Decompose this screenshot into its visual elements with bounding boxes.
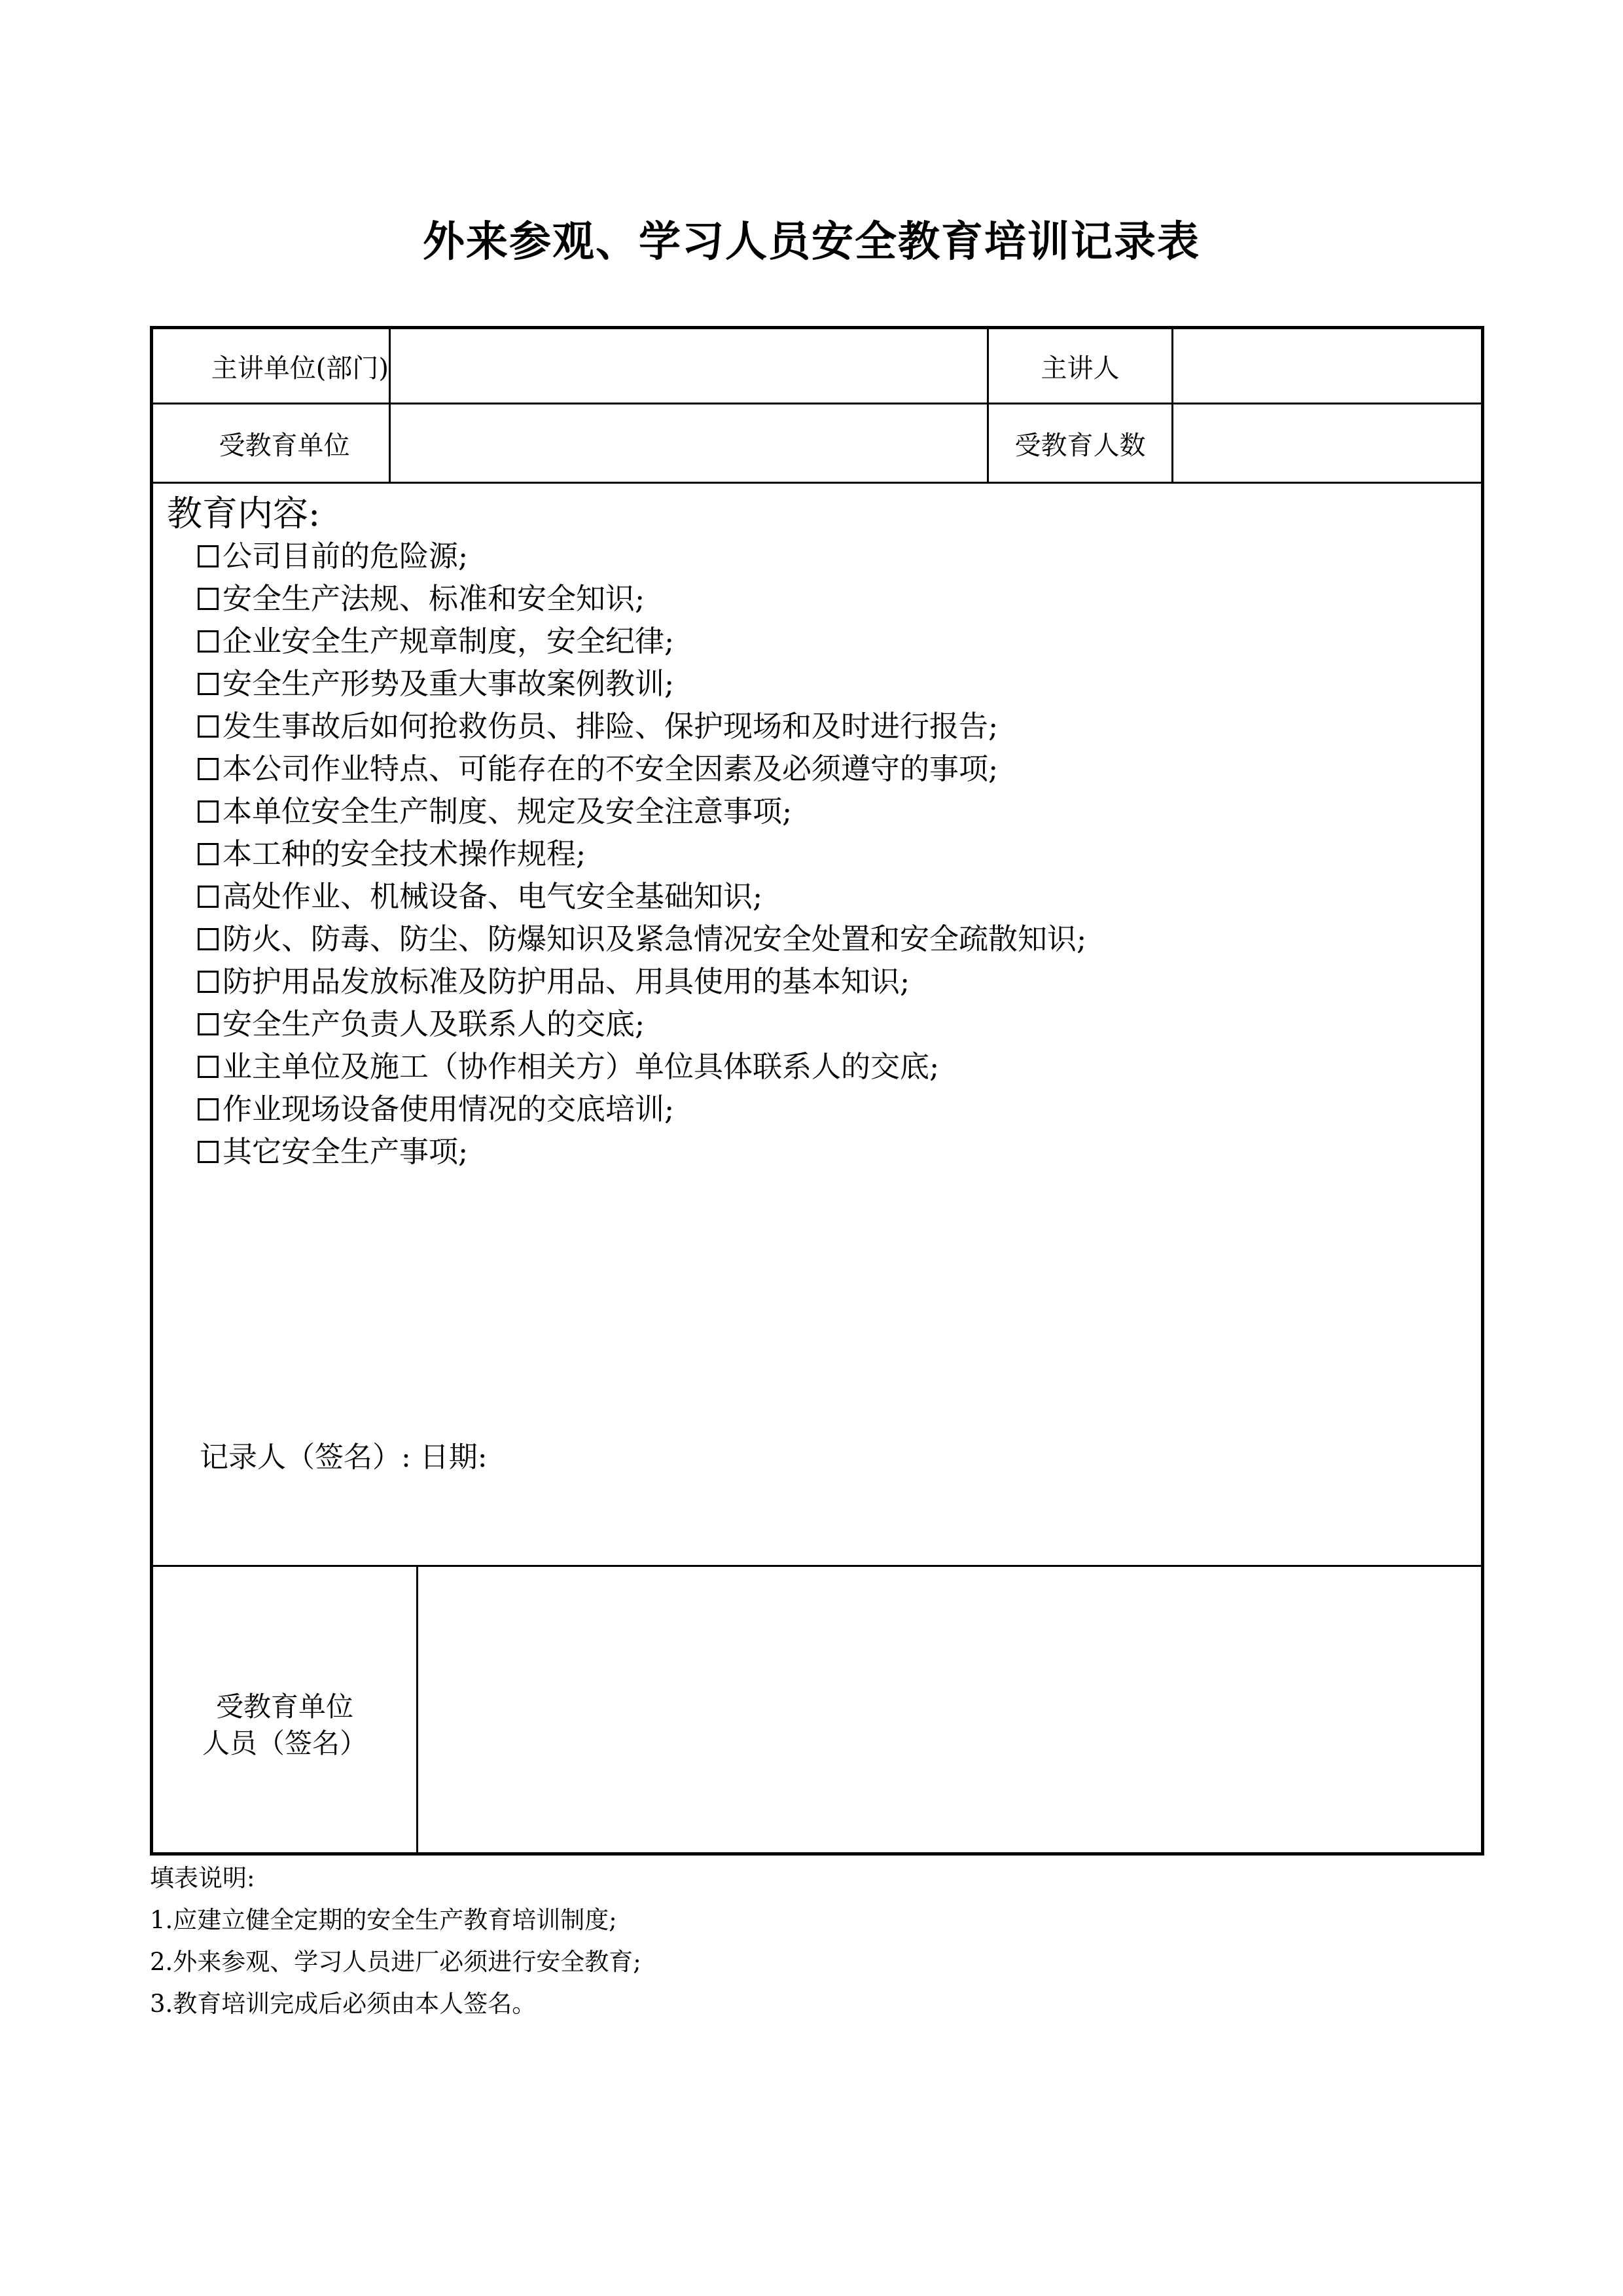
trainee-signature-field[interactable] <box>418 1567 1481 1852</box>
checklist-item <box>198 1088 1086 1130</box>
notes-heading: 填表说明: <box>150 1864 255 1892</box>
trainee-count-field[interactable] <box>1173 404 1481 482</box>
note-item: 1.应建立健全定期的安全生产教育培训制度; <box>150 1906 617 1934</box>
trainee-signature-label-line2: 人员（签名） <box>202 1727 367 1759</box>
lecturer-field[interactable] <box>1173 329 1481 403</box>
checklist-item-label: 安全生产负责人及联系人的交底; <box>223 1007 645 1041</box>
trainee-count-label: 受教育人数 <box>1014 430 1146 461</box>
recorder-signature-line: 记录人（签名）: 日期: <box>200 1441 488 1474</box>
trainee-unit-field[interactable] <box>391 404 987 482</box>
note-item: 3.教育培训完成后必须由本人签名。 <box>150 1990 537 2018</box>
note-item: 2.外来参观、学习人员进厂必须进行安全教育; <box>150 1948 641 1976</box>
checklist-item <box>198 833 1086 875</box>
checklist-item-label: 作业现场设备使用情况的交底培训; <box>223 1092 675 1126</box>
checkbox[interactable] <box>198 843 219 865</box>
checklist-item <box>198 705 1086 747</box>
checklist-item-label: 本公司作业特点、可能存在的不安全因素及必须遵守的事项; <box>223 751 999 786</box>
content-heading: 教育内容: <box>167 493 321 534</box>
checkbox[interactable] <box>198 1013 219 1035</box>
checkbox[interactable] <box>198 800 219 823</box>
checklist-item-label: 防火、防毒、防尘、防爆知识及紧急情况安全处置和安全疏散知识; <box>223 922 1087 956</box>
checkbox[interactable] <box>198 1098 219 1121</box>
checklist-item-label: 安全生产形势及重大事故案例教训; <box>223 666 675 701</box>
checklist-item-label: 业主单位及施工（协作相关方）单位具体联系人的交底; <box>223 1049 940 1084</box>
checkbox[interactable] <box>198 715 219 738</box>
trainee-signature-label-line1: 受教育单位 <box>215 1691 353 1723</box>
trainee-unit-label: 受教育单位 <box>219 430 350 461</box>
checkbox[interactable] <box>198 673 219 695</box>
checklist-item <box>198 1045 1086 1088</box>
checklist-item <box>198 960 1086 1003</box>
checklist-item-label: 本单位安全生产制度、规定及安全注意事项; <box>223 794 793 829</box>
checkbox[interactable] <box>198 545 219 567</box>
content-checklist <box>198 535 1086 1173</box>
filling-notes <box>150 1857 641 2025</box>
lecturer-label: 主讲人 <box>1041 353 1120 384</box>
checkbox[interactable] <box>198 928 219 950</box>
checklist-item-label: 企业安全生产规章制度，安全纪律; <box>223 624 675 658</box>
checklist-item <box>198 747 1086 790</box>
checklist-item <box>198 535 1086 577</box>
checkbox[interactable] <box>198 1141 219 1163</box>
checklist-item <box>198 875 1086 918</box>
checklist-item <box>198 1003 1086 1045</box>
checklist-item <box>198 620 1086 662</box>
checkbox[interactable] <box>198 758 219 780</box>
checkbox[interactable] <box>198 630 219 653</box>
checkbox[interactable] <box>198 886 219 908</box>
checklist-item-label: 发生事故后如何抢救伤员、排险、保护现场和及时进行报告; <box>223 709 999 744</box>
checklist-item-label: 防护用品发放标准及防护用品、用具使用的基本知识; <box>223 964 910 999</box>
form-title: 外来参观、学习人员安全教育培训记录表 <box>423 217 1200 266</box>
checkbox[interactable] <box>198 971 219 993</box>
checklist-item-label: 其它安全生产事项; <box>223 1134 469 1169</box>
lecturer-unit-label: 主讲单位(部门) <box>211 353 389 384</box>
checklist-item <box>198 790 1086 833</box>
checklist-item-label: 安全生产法规、标准和安全知识; <box>223 581 645 616</box>
checklist-item-label: 本工种的安全技术操作规程; <box>223 836 586 871</box>
checkbox[interactable] <box>198 588 219 610</box>
row-divider <box>150 482 1484 484</box>
checklist-item <box>198 577 1086 620</box>
checkbox[interactable] <box>198 1056 219 1078</box>
checklist-item <box>198 662 1086 705</box>
checklist-item <box>198 918 1086 960</box>
trainee-signature-label <box>154 1689 416 1762</box>
lecturer-unit-field[interactable] <box>391 329 987 403</box>
checklist-item-label: 高处作业、机械设备、电气安全基础知识; <box>223 879 763 914</box>
checklist-item-label: 公司目前的危险源; <box>223 539 469 573</box>
checklist-item <box>198 1130 1086 1173</box>
